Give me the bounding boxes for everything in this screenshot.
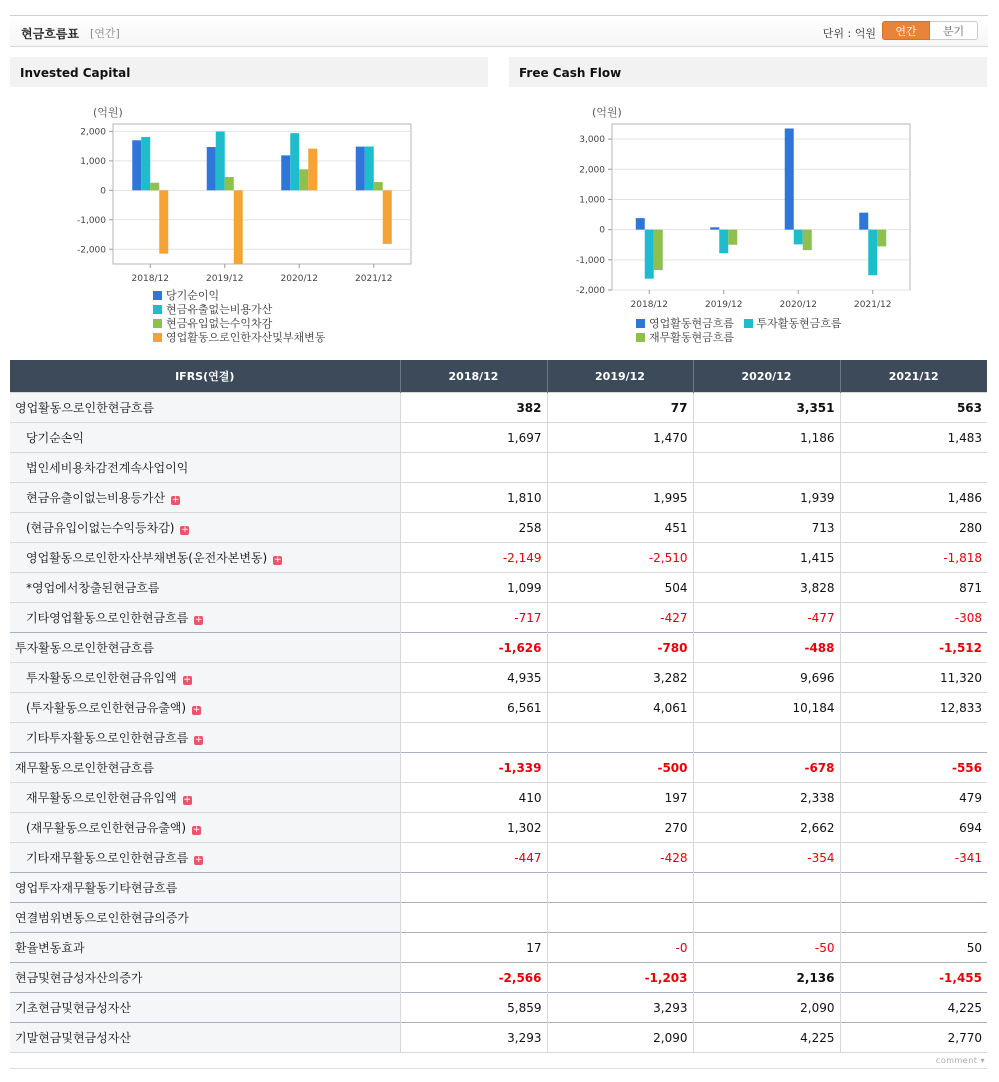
value-cell: 2,136 bbox=[693, 963, 840, 993]
header-cell: 2019/12 bbox=[547, 360, 693, 393]
bar bbox=[216, 132, 225, 191]
y-tick-label: 1,000 bbox=[579, 195, 605, 206]
table-row bbox=[10, 393, 987, 423]
row-label-text: *영업에서창출된현금흐름 bbox=[26, 581, 160, 595]
table-row bbox=[10, 783, 987, 813]
x-tick-label: 2019/12 bbox=[705, 300, 743, 310]
fcf-header bbox=[509, 57, 987, 87]
expand-icon[interactable]: + bbox=[183, 795, 191, 805]
row-label bbox=[10, 663, 400, 693]
value-cell: 4,061 bbox=[547, 693, 693, 723]
row-label bbox=[10, 753, 400, 783]
row-label-text: (재무활동으로인한현금유출액) bbox=[26, 821, 187, 835]
bar bbox=[290, 133, 299, 190]
value-cell: -1,203 bbox=[547, 963, 693, 993]
page-title: 현금흐름표 bbox=[21, 27, 79, 41]
value-cell: 4,935 bbox=[400, 663, 547, 693]
bar bbox=[785, 128, 794, 229]
expand-icon[interactable]: + bbox=[273, 555, 282, 565]
value-cell: 10,184 bbox=[693, 693, 840, 723]
row-label-text: 기타재무활동으로인한현금흐름 bbox=[26, 851, 189, 865]
bar bbox=[636, 218, 645, 230]
value-cell: -1,512 bbox=[840, 633, 987, 663]
legend-item bbox=[744, 317, 842, 330]
expand-icon[interactable]: + bbox=[183, 675, 191, 685]
row-label-text: 환율변동효과 bbox=[15, 941, 85, 955]
table-row bbox=[10, 1023, 987, 1053]
value-cell: 694 bbox=[840, 813, 987, 843]
value-cell: -477 bbox=[693, 603, 840, 633]
table-row bbox=[10, 963, 987, 993]
bar bbox=[159, 190, 168, 253]
header-cell: IFRS(연결) bbox=[10, 360, 400, 393]
table-row bbox=[10, 693, 987, 723]
row-label bbox=[10, 933, 400, 963]
value-cell: -1,626 bbox=[400, 633, 547, 663]
legend-swatch bbox=[153, 291, 162, 300]
value-cell: 1,099 bbox=[400, 573, 547, 603]
value-cell bbox=[693, 453, 840, 483]
value-cell bbox=[547, 453, 693, 483]
legend-label: 현금유입없는수익차감 bbox=[166, 317, 273, 330]
value-cell: 2,338 bbox=[693, 783, 840, 813]
row-label bbox=[10, 603, 400, 633]
legend-row bbox=[636, 317, 842, 331]
value-cell: -428 bbox=[547, 843, 693, 873]
row-label bbox=[10, 543, 400, 573]
bar bbox=[868, 230, 877, 276]
value-cell: -488 bbox=[693, 633, 840, 663]
value-cell: 3,293 bbox=[547, 993, 693, 1023]
row-label bbox=[10, 393, 400, 423]
table-row bbox=[10, 483, 987, 513]
expand-icon[interactable]: + bbox=[181, 525, 189, 535]
legend-label: 영업활동으로인한자산및부채변동 bbox=[166, 331, 326, 344]
period-subtitle: [연간] bbox=[90, 27, 120, 40]
row-label bbox=[10, 693, 400, 723]
y-tick-label: -1,000 bbox=[76, 215, 106, 226]
value-cell: -717 bbox=[400, 603, 547, 633]
y-tick-label: -2,000 bbox=[76, 245, 106, 256]
value-cell: 1,810 bbox=[400, 483, 547, 513]
value-cell: 3,282 bbox=[547, 663, 693, 693]
value-cell: 280 bbox=[840, 513, 987, 543]
y-tick-label: 2,000 bbox=[579, 165, 605, 176]
value-cell: 1,302 bbox=[400, 813, 547, 843]
expand-icon[interactable]: + bbox=[195, 615, 203, 625]
value-cell: 6,561 bbox=[400, 693, 547, 723]
row-label-text: 기타투자활동으로인한현금흐름 bbox=[26, 731, 189, 745]
row-label-text: 연결범위변동으로인한현금의증가 bbox=[15, 911, 189, 925]
value-cell: -556 bbox=[840, 753, 987, 783]
x-tick-label: 2020/12 bbox=[779, 300, 817, 310]
fcf-legend bbox=[636, 317, 842, 345]
plot-area bbox=[113, 124, 411, 264]
fcf-chart bbox=[560, 100, 920, 310]
row-label bbox=[10, 423, 400, 453]
row-label bbox=[10, 813, 400, 843]
unit-label: 단위 : 억원 bbox=[822, 27, 876, 40]
bar bbox=[356, 147, 365, 191]
value-cell: -0 bbox=[547, 933, 693, 963]
bar bbox=[281, 155, 290, 190]
value-cell: 1,995 bbox=[547, 483, 693, 513]
value-cell: 479 bbox=[840, 783, 987, 813]
table-row bbox=[10, 543, 987, 573]
value-cell bbox=[840, 453, 987, 483]
value-cell: 2,090 bbox=[547, 1023, 693, 1053]
value-cell: -50 bbox=[693, 933, 840, 963]
table-row bbox=[10, 753, 987, 783]
legend-item bbox=[153, 317, 325, 331]
bar bbox=[234, 190, 243, 264]
value-cell bbox=[547, 903, 693, 933]
table-row bbox=[10, 663, 987, 693]
expand-icon[interactable]: + bbox=[192, 825, 201, 835]
value-cell: 410 bbox=[400, 783, 547, 813]
row-label bbox=[10, 723, 400, 753]
value-cell: 258 bbox=[400, 513, 547, 543]
table-row bbox=[10, 843, 987, 873]
table-row bbox=[10, 453, 987, 483]
legend-swatch bbox=[153, 305, 162, 314]
row-label bbox=[10, 513, 400, 543]
value-cell: -1,455 bbox=[840, 963, 987, 993]
table-row bbox=[10, 813, 987, 843]
bar bbox=[150, 183, 159, 191]
value-cell: 563 bbox=[840, 393, 987, 423]
legend-label: 투자활동현금흐름 bbox=[756, 317, 842, 330]
value-cell: 50 bbox=[840, 933, 987, 963]
row-label bbox=[10, 453, 400, 483]
x-tick-label: 2019/12 bbox=[206, 274, 244, 284]
value-cell: 3,293 bbox=[400, 1023, 547, 1053]
legend-item bbox=[636, 331, 842, 345]
row-label-text: (현금유입이없는수익등차감) bbox=[26, 521, 175, 535]
value-cell: 451 bbox=[547, 513, 693, 543]
expand-icon[interactable]: + bbox=[195, 855, 203, 865]
x-tick-label: 2018/12 bbox=[131, 274, 169, 284]
invested-capital-title: Invested Capital bbox=[20, 66, 131, 80]
value-cell: 1,470 bbox=[547, 423, 693, 453]
x-tick-label: 2020/12 bbox=[280, 274, 318, 284]
bar bbox=[728, 230, 737, 245]
row-label-text: 영업활동으로인한자산부채변동(운전자본변동) bbox=[26, 551, 268, 565]
bar bbox=[365, 147, 374, 191]
row-label-text: 재무활동으로인한현금흐름 bbox=[15, 761, 155, 775]
legend-swatch bbox=[636, 319, 645, 328]
value-cell: 5,859 bbox=[400, 993, 547, 1023]
legend-swatch bbox=[636, 333, 645, 342]
value-cell: -500 bbox=[547, 753, 693, 783]
invested-capital-chart bbox=[60, 100, 420, 285]
header-cell: 2020/12 bbox=[693, 360, 840, 393]
value-cell bbox=[400, 723, 547, 753]
chart-unit-label: (억원) bbox=[592, 106, 622, 119]
tab-annual[interactable]: 연간 bbox=[882, 21, 930, 40]
table-header-row bbox=[10, 360, 987, 393]
row-label-text: 기초현금및현금성자산 bbox=[15, 1001, 131, 1015]
value-cell bbox=[547, 873, 693, 903]
value-cell: 9,696 bbox=[693, 663, 840, 693]
y-tick-label: 0 bbox=[100, 186, 106, 197]
row-label bbox=[10, 873, 400, 903]
row-label bbox=[10, 963, 400, 993]
value-cell bbox=[840, 723, 987, 753]
value-cell bbox=[840, 873, 987, 903]
chart-unit-label: (억원) bbox=[93, 106, 123, 119]
bar bbox=[719, 230, 728, 254]
x-tick-label: 2018/12 bbox=[630, 300, 668, 310]
row-label-text: 영업활동으로인한현금흐름 bbox=[15, 401, 155, 415]
bar bbox=[374, 182, 383, 190]
comment-link[interactable]: comment ▾ bbox=[935, 1056, 985, 1065]
legend-label: 당기순이익 bbox=[166, 289, 220, 302]
legend-item bbox=[153, 331, 325, 345]
period-toggle bbox=[882, 21, 978, 40]
row-label bbox=[10, 573, 400, 603]
value-cell: 713 bbox=[693, 513, 840, 543]
value-cell: 1,939 bbox=[693, 483, 840, 513]
value-cell bbox=[693, 903, 840, 933]
value-cell: 12,833 bbox=[840, 693, 987, 723]
value-cell: 3,351 bbox=[693, 393, 840, 423]
bar bbox=[654, 230, 663, 270]
invested-capital-header bbox=[10, 57, 488, 87]
value-cell: 1,483 bbox=[840, 423, 987, 453]
row-label-text: (투자활동으로인한현금유출액) bbox=[26, 701, 187, 715]
legend-label: 영업활동현금흐름 bbox=[649, 317, 735, 330]
y-tick-label: 1,000 bbox=[80, 156, 106, 167]
y-tick-label: -1,000 bbox=[575, 255, 605, 266]
table-row bbox=[10, 873, 987, 903]
row-label-text: 현금유출이없는비용등가산 bbox=[26, 491, 166, 505]
legend-item bbox=[636, 317, 734, 330]
value-cell bbox=[400, 873, 547, 903]
x-tick-label: 2021/12 bbox=[355, 274, 393, 284]
value-cell: -341 bbox=[840, 843, 987, 873]
value-cell: 2,090 bbox=[693, 993, 840, 1023]
bar bbox=[710, 227, 719, 229]
row-label-text: 재무활동으로인한현금유입액 bbox=[26, 791, 177, 805]
value-cell: 4,225 bbox=[693, 1023, 840, 1053]
header-cell: 2021/12 bbox=[840, 360, 987, 393]
legend-swatch bbox=[744, 319, 753, 328]
value-cell: 17 bbox=[400, 933, 547, 963]
bar bbox=[645, 230, 654, 279]
value-cell: -427 bbox=[547, 603, 693, 633]
bar bbox=[877, 230, 886, 247]
row-label-text: 기타영업활동으로인한현금흐름 bbox=[26, 611, 189, 625]
bar bbox=[225, 177, 234, 190]
expand-icon[interactable]: + bbox=[171, 495, 180, 505]
value-cell bbox=[693, 873, 840, 903]
value-cell: -447 bbox=[400, 843, 547, 873]
y-tick-label: -2,000 bbox=[575, 286, 605, 296]
row-label-text: 기말현금및현금성자산 bbox=[15, 1031, 131, 1045]
table-row bbox=[10, 993, 987, 1023]
value-cell: -678 bbox=[693, 753, 840, 783]
value-cell bbox=[400, 903, 547, 933]
legend-label: 현금유출없는비용가산 bbox=[166, 303, 273, 316]
value-cell: 77 bbox=[547, 393, 693, 423]
tab-quarter[interactable]: 분기 bbox=[930, 21, 978, 40]
x-tick-label: 2021/12 bbox=[854, 300, 892, 310]
row-label bbox=[10, 903, 400, 933]
value-cell: 197 bbox=[547, 783, 693, 813]
table-row bbox=[10, 423, 987, 453]
value-cell: 2,770 bbox=[840, 1023, 987, 1053]
y-tick-label: 2,000 bbox=[80, 127, 106, 138]
divider bbox=[10, 1068, 987, 1069]
row-label bbox=[10, 483, 400, 513]
row-label bbox=[10, 1023, 400, 1053]
value-cell: -354 bbox=[693, 843, 840, 873]
bar bbox=[207, 147, 216, 190]
table-row bbox=[10, 723, 987, 753]
value-cell bbox=[547, 723, 693, 753]
value-cell: -1,818 bbox=[840, 543, 987, 573]
row-label bbox=[10, 783, 400, 813]
row-label bbox=[10, 993, 400, 1023]
row-label bbox=[10, 843, 400, 873]
value-cell: 11,320 bbox=[840, 663, 987, 693]
value-cell bbox=[840, 903, 987, 933]
value-cell: 1,415 bbox=[693, 543, 840, 573]
value-cell: -2,566 bbox=[400, 963, 547, 993]
table-row bbox=[10, 573, 987, 603]
value-cell: 1,486 bbox=[840, 483, 987, 513]
fcf-title: Free Cash Flow bbox=[519, 66, 622, 80]
value-cell: 4,225 bbox=[840, 993, 987, 1023]
row-label-text: 투자활동으로인한현금흐름 bbox=[15, 641, 155, 655]
value-cell: 382 bbox=[400, 393, 547, 423]
bar bbox=[859, 213, 868, 230]
value-cell: 270 bbox=[547, 813, 693, 843]
bar bbox=[803, 230, 812, 250]
legend-swatch bbox=[153, 333, 162, 342]
value-cell: -2,149 bbox=[400, 543, 547, 573]
row-label-text: 법인세비용차감전계속사업이익 bbox=[26, 461, 189, 475]
value-cell: 3,828 bbox=[693, 573, 840, 603]
row-label-text: 영업투자재무활동기타현금흐름 bbox=[15, 881, 178, 895]
legend-item bbox=[153, 303, 325, 317]
legend-swatch bbox=[153, 319, 162, 328]
bar bbox=[794, 230, 803, 245]
value-cell: -780 bbox=[547, 633, 693, 663]
y-tick-label: 0 bbox=[599, 225, 605, 236]
bar bbox=[141, 137, 150, 190]
comment-label: comment bbox=[935, 1056, 978, 1065]
value-cell bbox=[400, 453, 547, 483]
value-cell: 1,697 bbox=[400, 423, 547, 453]
bar bbox=[299, 169, 308, 190]
table-row bbox=[10, 603, 987, 633]
value-cell: -2,510 bbox=[547, 543, 693, 573]
legend-label: 재무활동현금흐름 bbox=[649, 331, 735, 344]
expand-icon[interactable]: + bbox=[192, 705, 201, 715]
statement-header bbox=[10, 15, 988, 47]
table-row bbox=[10, 633, 987, 663]
bar bbox=[308, 149, 317, 191]
row-label bbox=[10, 633, 400, 663]
invested-capital-legend bbox=[153, 289, 325, 345]
cash-flow-table bbox=[10, 360, 987, 1053]
value-cell bbox=[693, 723, 840, 753]
table-row bbox=[10, 933, 987, 963]
value-cell: 1,186 bbox=[693, 423, 840, 453]
table-row bbox=[10, 903, 987, 933]
expand-icon[interactable]: + bbox=[195, 735, 203, 745]
row-label-text: 현금및현금성자산의증가 bbox=[15, 971, 143, 985]
row-label-text: 당기순손익 bbox=[26, 431, 84, 445]
header-cell: 2018/12 bbox=[400, 360, 547, 393]
y-tick-label: 3,000 bbox=[579, 135, 605, 146]
value-cell: 871 bbox=[840, 573, 987, 603]
value-cell: 2,662 bbox=[693, 813, 840, 843]
bar bbox=[132, 140, 141, 190]
value-cell: 504 bbox=[547, 573, 693, 603]
value-cell: -1,339 bbox=[400, 753, 547, 783]
row-label-text: 투자활동으로인한현금유입액 bbox=[26, 671, 177, 685]
table-row bbox=[10, 513, 987, 543]
legend-item bbox=[153, 289, 325, 303]
value-cell: -308 bbox=[840, 603, 987, 633]
bar bbox=[383, 190, 392, 244]
